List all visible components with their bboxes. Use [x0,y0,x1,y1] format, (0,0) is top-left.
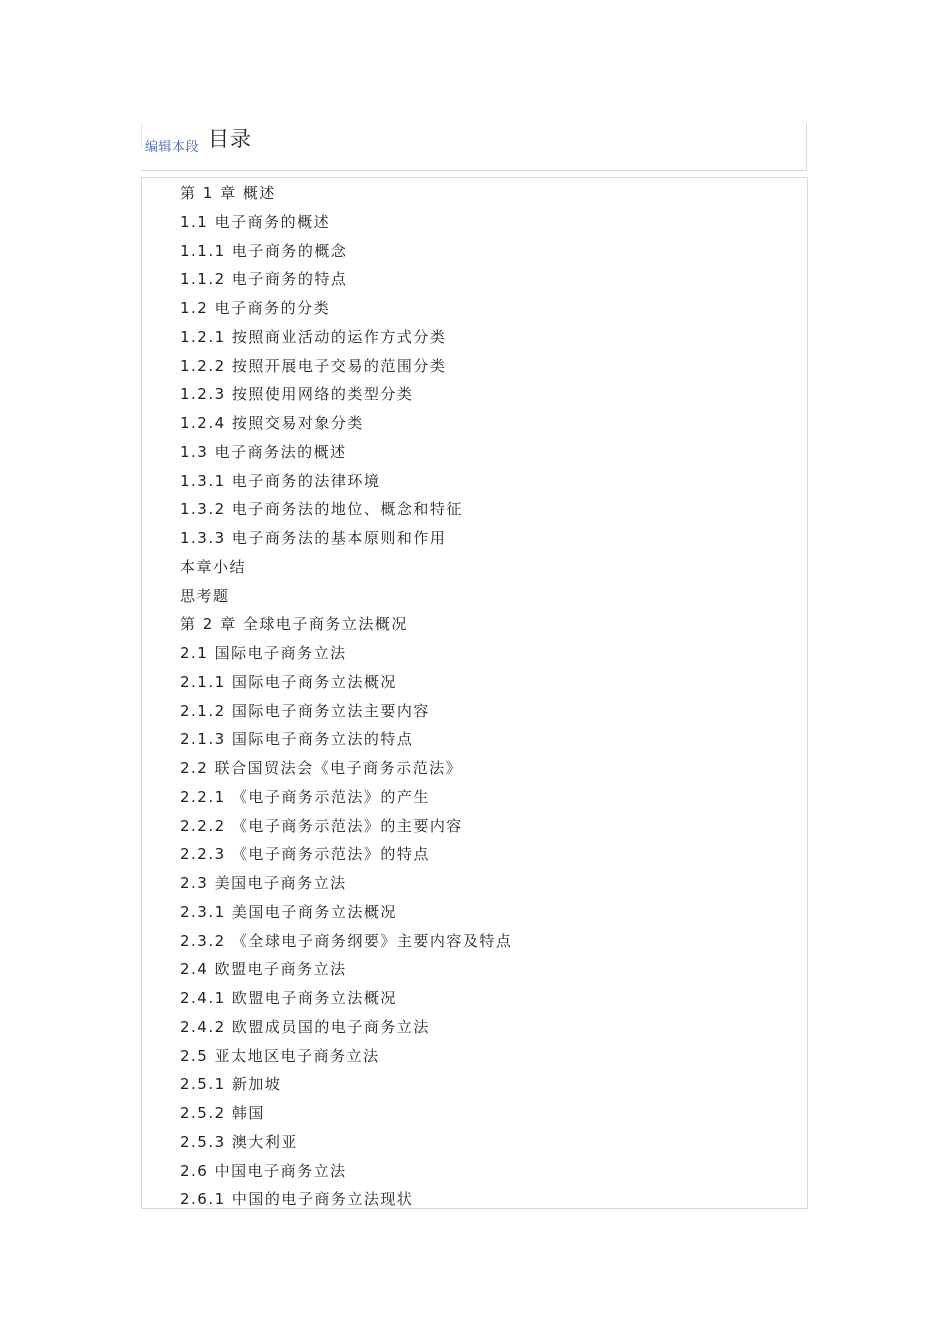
section-title: 目录 [208,127,252,151]
table-of-contents [141,177,808,1209]
toc-item: 1.3 电子商务法的概述 [180,442,347,461]
toc-item: 1.2 电子商务的分类 [180,299,331,317]
toc-item: 1.2.4 按照交易对象分类 [180,414,364,432]
toc-item: 2.5 亚太地区电子商务立法 [180,1046,380,1065]
toc-list [180,179,512,1209]
toc-item: 1.3.2 电子商务法的地位、概念和特征 [180,500,463,519]
toc-item: 2.2.3 《电子商务示范法》的特点 [180,845,430,864]
section-header [141,123,807,171]
toc-item: 第 2 章 全球电子商务立法概况 [180,615,408,634]
toc-item: 2.2.2 《电子商务示范法》的主要内容 [180,816,463,835]
edit-section-link[interactable]: 编辑本段 [145,140,200,155]
toc-item: 2.5.3 澳大利亚 [180,1132,298,1151]
toc-item: 1.3.1 电子商务的法律环境 [180,471,381,490]
toc-item: 2.5.1 新加坡 [180,1075,282,1094]
toc-item: 2.1 国际电子商务立法 [180,644,347,662]
toc-item: 2.1.2 国际电子商务立法主要内容 [180,701,430,720]
toc-item: 2.4 欧盟电子商务立法 [180,960,347,979]
toc-item: 1.1.2 电子商务的特点 [180,270,348,289]
toc-item: 1.2.3 按照使用网络的类型分类 [180,385,414,404]
toc-item: 1.2.2 按照开展电子交易的范围分类 [180,356,447,375]
toc-item: 2.3.2 《全球电子商务纲要》主要内容及特点 [180,931,513,950]
toc-item: 第 1 章 概述 [180,184,276,202]
toc-item: 2.1.1 国际电子商务立法概况 [180,672,397,691]
toc-item: 1.1 电子商务的概述 [180,212,331,231]
toc-item: 2.4.1 欧盟电子商务立法概况 [180,989,397,1007]
toc-item: 2.3 美国电子商务立法 [180,874,347,892]
toc-item: 2.1.3 国际电子商务立法的特点 [180,730,414,749]
toc-item: 2.3.1 美国电子商务立法概况 [180,902,397,921]
toc-item: 2.2 联合国贸法会《电子商务示范法》 [180,759,463,777]
toc-item: 1.3.3 电子商务法的基本原则和作用 [180,529,447,547]
toc-item: 2.4.2 欧盟成员国的电子商务立法 [180,1017,430,1036]
toc-item: 2.6.1 中国的电子商务立法现状 [180,1190,414,1209]
toc-item: 2.2.1 《电子商务示范法》的产生 [180,787,430,806]
toc-item: 2.5.2 韩国 [180,1104,265,1122]
toc-item: 1.2.1 按照商业活动的运作方式分类 [180,327,447,346]
toc-item: 2.6 中国电子商务立法 [180,1161,347,1180]
toc-item: 本章小结 [180,557,247,576]
toc-item: 1.1.1 电子商务的概念 [180,241,348,260]
toc-item: 思考题 [180,586,230,605]
